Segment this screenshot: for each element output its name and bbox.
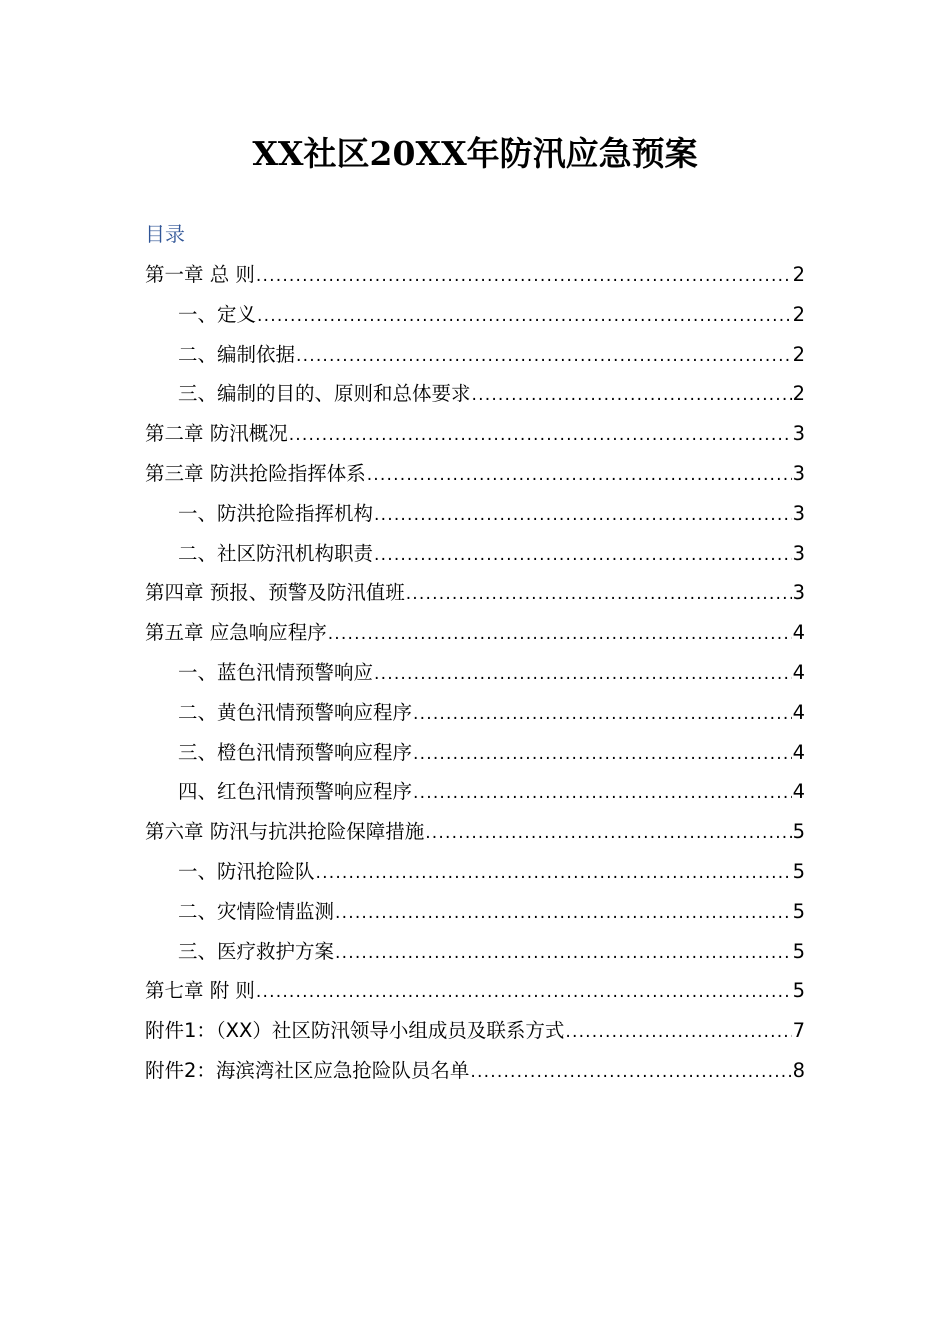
toc-entry-basis[interactable] (145, 335, 805, 375)
toc-entry-text: 第三章 防洪抢险指挥体系 (145, 461, 366, 485)
toc-entry-command-agency[interactable] (145, 494, 805, 534)
toc-dot-leader (316, 854, 792, 892)
toc-dot-leader (256, 257, 792, 295)
toc-dot-leader (406, 575, 792, 613)
toc-page-number: 3 (792, 581, 805, 605)
toc-dot-leader (374, 536, 792, 574)
toc-page-number: 7 (792, 1019, 805, 1043)
toc-dot-leader (413, 735, 792, 773)
toc-dot-leader (425, 814, 791, 852)
toc-entry-chapter-2[interactable] (145, 414, 805, 454)
toc-entry-appendix-2[interactable] (145, 1051, 805, 1091)
toc-page-number: 3 (792, 501, 805, 525)
toc-entry-chapter-6[interactable] (145, 812, 805, 852)
toc-entry-chapter-1[interactable] (145, 255, 805, 295)
toc-page-number: 3 (792, 461, 805, 485)
toc-entry-definition[interactable] (145, 295, 805, 335)
toc-entry-text: 第七章 附 则 (145, 979, 255, 1003)
toc-page-number: 5 (792, 899, 805, 923)
table-of-contents (145, 255, 805, 1091)
toc-dot-leader (257, 297, 792, 335)
toc-entry-text: 第六章 防汛与抗洪抢险保障措施 (145, 820, 425, 844)
toc-entry-text: 第二章 防汛概况 (145, 422, 288, 446)
toc-entry-text: 二、编制依据 (178, 342, 296, 366)
toc-dot-leader (413, 695, 792, 733)
toc-entry-text: 第五章 应急响应程序 (145, 621, 327, 645)
toc-dot-leader (256, 973, 792, 1011)
toc-entry-chapter-5[interactable] (145, 613, 805, 653)
toc-dot-leader (367, 456, 792, 494)
toc-page-number: 5 (792, 859, 805, 883)
toc-entry-text: 一、定义 (178, 302, 257, 326)
toc-page-number: 4 (792, 700, 805, 724)
toc-page-number: 5 (792, 820, 805, 844)
toc-entry-text: 一、防洪抢险指挥机构 (178, 501, 374, 525)
toc-entry-text: 二、灾情险情监测 (178, 899, 335, 923)
toc-entry-text: 附件1：（XX）社区防汛领导小组成员及联系方式 (145, 1019, 565, 1043)
toc-page-number: 8 (792, 1058, 805, 1082)
toc-entry-text: 四、红色汛情预警响应程序 (178, 780, 413, 804)
toc-page-number: 5 (792, 939, 805, 963)
toc-page-number: 2 (792, 263, 805, 286)
toc-dot-leader (289, 416, 792, 454)
toc-page-number: 2 (792, 302, 805, 326)
toc-dot-leader (565, 1013, 791, 1051)
toc-entry-yellow-warning[interactable] (145, 693, 805, 733)
toc-entry-rescue-team[interactable] (145, 852, 805, 892)
toc-dot-leader (374, 496, 792, 534)
toc-page-number: 3 (792, 541, 805, 565)
toc-entry-medical-plan[interactable] (145, 932, 805, 972)
toc-page-number: 4 (792, 621, 805, 645)
toc-page-number: 4 (792, 780, 805, 804)
toc-dot-leader (335, 894, 792, 932)
toc-page-number: 4 (792, 740, 805, 764)
toc-entry-text: 第四章 预报、预警及防汛值班 (145, 581, 405, 605)
toc-page-number: 2 (792, 342, 805, 366)
toc-entry-agency-duties[interactable] (145, 534, 805, 574)
toc-dot-leader (470, 1053, 791, 1091)
toc-dot-leader (374, 655, 792, 693)
toc-page-number: 2 (792, 382, 805, 406)
document-title: XX社区20XX年防汛应急预案 (252, 134, 698, 173)
toc-entry-text: 一、防汛抢险队 (178, 859, 315, 883)
toc-entry-purpose[interactable] (145, 374, 805, 414)
toc-entry-red-warning[interactable] (145, 772, 805, 812)
toc-dot-leader (413, 774, 792, 812)
toc-dot-leader (328, 615, 792, 653)
toc-entry-chapter-4[interactable] (145, 573, 805, 613)
toc-dot-leader (296, 337, 792, 375)
toc-entry-blue-warning[interactable] (145, 653, 805, 693)
toc-entry-text: 第一章 总 则 (145, 263, 255, 286)
toc-entry-text: 三、橙色汛情预警响应程序 (178, 740, 413, 764)
toc-dot-leader (472, 376, 792, 414)
toc-entry-chapter-7[interactable] (145, 971, 805, 1011)
toc-page-number: 5 (792, 979, 805, 1003)
toc-page-number: 3 (792, 422, 805, 446)
toc-entry-text: 三、编制的目的、原则和总体要求 (178, 382, 471, 406)
toc-entry-text: 三、医疗救护方案 (178, 939, 335, 963)
toc-entry-monitoring[interactable] (145, 892, 805, 932)
toc-entry-orange-warning[interactable] (145, 733, 805, 773)
toc-page-number: 4 (792, 660, 805, 684)
toc-entry-text: 二、黄色汛情预警响应程序 (178, 700, 413, 724)
toc-entry-chapter-3[interactable] (145, 454, 805, 494)
toc-entry-text: 一、蓝色汛情预警响应 (178, 660, 374, 684)
toc-heading: 目录 (145, 222, 185, 246)
toc-entry-text: 二、社区防汛机构职责 (178, 541, 374, 565)
toc-dot-leader (335, 934, 792, 972)
toc-entry-text: 附件2：海滨湾社区应急抢险队员名单 (145, 1058, 470, 1082)
toc-entry-appendix-1[interactable] (145, 1011, 805, 1051)
